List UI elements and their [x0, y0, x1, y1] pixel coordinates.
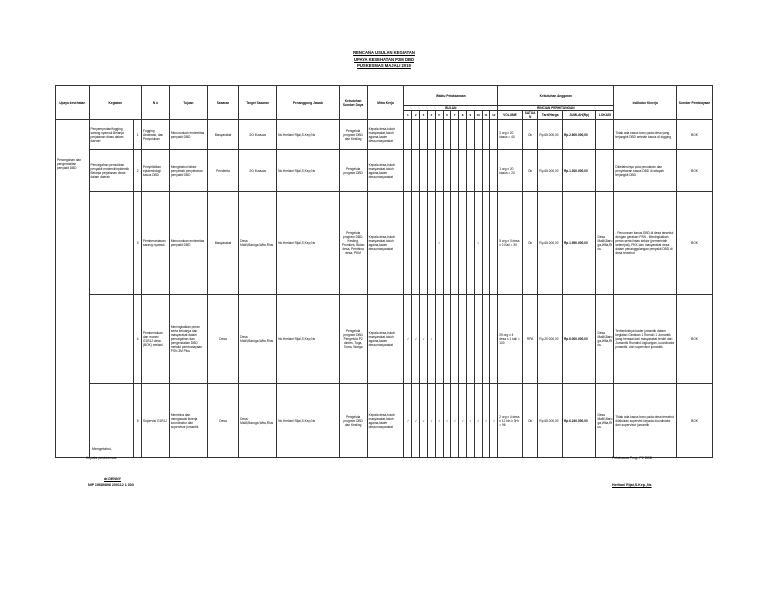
sub-kegiatan-cell: Supervisi G1R1J — [141, 384, 169, 458]
header-volume: VOLUME — [498, 111, 523, 120]
month-check: √ — [482, 384, 490, 458]
kegiatan-cell — [89, 192, 134, 295]
kegiatan-cell — [89, 295, 134, 384]
pj-cell: Ns.Herliani Rijal,S.Kep,Ns — [277, 120, 340, 150]
month-check — [459, 120, 467, 150]
month-check — [412, 150, 420, 192]
sumber-cell: BOK — [676, 192, 712, 295]
footer-right-label: Pelaksana Prog. P2 DBD — [612, 456, 653, 460]
month-check — [482, 150, 490, 192]
indikator-cell: Terbentuknya kader jumantik dalam kegiatan Gerakan 1 Rumah 1 Jumantik yang berasal dari masyarakat terdiri dari Jumantik Rumah/Lingkungan, koordinator jumantik, dan supervisor jumantik — [614, 295, 677, 384]
month-7: 7 — [451, 111, 459, 120]
header-lokasi: LOKASI — [596, 111, 614, 120]
month-8: 8 — [459, 111, 467, 120]
month-check — [404, 150, 412, 192]
month-check — [443, 150, 451, 192]
month-9: 9 — [466, 111, 474, 120]
month-check: √ — [435, 192, 443, 295]
header-kebutuhan-sd: Kebutuhan Sumber Daya — [339, 86, 367, 120]
mitra-cell: Kepala desa,tokoh masyarakat,tokoh agama,kader desa,masyarakat — [367, 384, 404, 458]
mitra-cell: Kepala desa,tokoh masyarakat,tokoh agama,kader desa,masyarakat — [367, 120, 404, 150]
jumlah-cell: Rp.1.950.000,00 — [562, 192, 596, 295]
month-check — [443, 192, 451, 295]
lokasi-cell: Desa Malili,Baruga,Wita,Rius — [596, 295, 614, 384]
month-10: 10 — [474, 111, 482, 120]
jumlah-cell: Rp.6.000.000,00 — [562, 295, 596, 384]
lokasi-cell: Desa Malili,Baruga,Wita,Rius — [596, 192, 614, 295]
jumlah-cell: Rp.1.300.000,00 — [562, 150, 596, 192]
target-cell: Desa Malili,Baruga,Wita,Rius — [239, 384, 277, 458]
month-check — [420, 120, 428, 150]
header-sumber: Sumber Pembiayaan — [676, 86, 712, 120]
month-check — [459, 192, 467, 295]
sumber-cell: BOK — [676, 384, 712, 458]
header-kegiatan: Kegiatan — [89, 86, 141, 120]
mitra-cell: Kepala desa,tokoh masyarakat,tokoh agama,kader desa,masyarakat — [367, 150, 404, 192]
pj-cell: Ns.Herliani Rijal,S.Kep,Ns — [277, 295, 340, 384]
table-row — [56, 120, 713, 150]
month-check — [451, 120, 459, 150]
header-tujuan: Tujuan — [169, 86, 207, 120]
month-check: √ — [427, 295, 435, 384]
lokasi-cell: Desa Malili,Baruga,Wita,Rius — [596, 384, 614, 458]
footer-left-label-1: Mengetahui, — [92, 447, 112, 451]
header-pj: Penanggung Jawab — [277, 86, 340, 120]
month-check — [459, 150, 467, 192]
volume-cell: 5 org x 3 desa x 2 Kali = 30 — [498, 192, 523, 295]
month-check — [451, 192, 459, 295]
satuan-cell: Ok — [522, 120, 538, 150]
month-check — [466, 192, 474, 295]
header-upaya: Upaya kesehatan — [56, 86, 90, 120]
header-target: Target Sasaran — [239, 86, 277, 120]
footer-left-name: dr.DENNY — [104, 477, 121, 481]
tujuan-cell: Menurunkan endemitas penyakit DBD — [169, 192, 207, 295]
sd-cell: Pengelola program DBD — [339, 150, 367, 192]
month-check: √ — [451, 384, 459, 458]
indikator-cell: Diketahuinya pola penularan dan penyebaran kasus DBD di wilayah terjangkit DBD — [614, 150, 677, 192]
month-check — [466, 150, 474, 192]
no-cell: 4 — [134, 295, 142, 384]
tarif-cell: Rp.65.000,00 — [538, 384, 563, 458]
header-no: N o — [141, 86, 169, 120]
tarif-cell: Rp.65.000,00 — [538, 120, 563, 150]
month-check — [482, 120, 490, 150]
month-4: 4 — [427, 111, 435, 120]
month-11: 11 — [482, 111, 490, 120]
month-check — [474, 120, 482, 150]
month-check: √ — [490, 384, 498, 458]
pj-cell: Ns.Herliani Rijal,S.Kep,Ns — [277, 192, 340, 295]
no-cell: 3 — [134, 192, 142, 295]
jumlah-cell: Rp.2.600.000,00 — [562, 120, 596, 150]
month-check: √ — [435, 384, 443, 458]
sd-cell: Pengelola program DBD Pengelola P2 dirdes, Toga, Toma, Warga — [339, 295, 367, 384]
month-check — [466, 120, 474, 150]
table-row — [56, 384, 713, 458]
month-check — [490, 192, 498, 295]
sasaran-cell: Desa — [207, 295, 238, 384]
month-check — [474, 295, 482, 384]
month-check — [412, 192, 420, 295]
no-cell: 1 — [134, 120, 142, 150]
month-check: √ — [412, 295, 420, 384]
title-line-1: RENCANA USULAN KEGIATAN — [353, 50, 415, 55]
month-check — [466, 295, 474, 384]
month-check — [435, 295, 443, 384]
footer-right-name: Herliani Rijal,S.Kep.,Ns — [612, 483, 652, 487]
month-check: √ — [404, 384, 412, 458]
target-cell: 20 Kasus — [239, 120, 277, 150]
month-check — [451, 295, 459, 384]
month-check — [474, 150, 482, 192]
month-2: 2 — [412, 111, 420, 120]
month-check — [420, 150, 428, 192]
month-check: √ — [404, 295, 412, 384]
volume-cell: 2 org x 20 kasus = 40 — [498, 120, 523, 150]
mitra-cell: Kepala desa,tokoh masyarakat,tokoh agama,kader desa,masyarakat — [367, 192, 404, 295]
sasaran-cell: Penderita — [207, 150, 238, 192]
tarif-cell: Rp.65.000,00 — [538, 192, 563, 295]
header-jumlah: JUMLAH(Rp) — [562, 111, 596, 120]
kegiatan-cell: Penyemprotan/fogging sarang nyamuk Belanja perjalanan dinas dalam daerah — [89, 120, 134, 150]
header-rincian: RINCIAN PERHITUNGAN — [498, 106, 614, 111]
sd-cell: Pengelola program DBD, Kesling, Promkes, Bidan desa, Pembina desa, PKM — [339, 192, 367, 295]
tarif-cell: Rp.20.000,00 — [538, 295, 563, 384]
pj-cell: Ns.Herliani Rijal,S.Kep,Ns — [277, 150, 340, 192]
month-check — [420, 192, 428, 295]
jumlah-cell: Rp.6.240.000,00 — [562, 384, 596, 458]
sasaran-cell: Masyarakat — [207, 120, 238, 150]
month-check: √ — [459, 384, 467, 458]
month-check: √ — [474, 192, 482, 295]
header-waktu: Waktu Pelaksanaan — [404, 86, 498, 106]
tujuan-cell: Menurunkan endemitas penyakit DBD — [169, 120, 207, 150]
lokasi-cell — [596, 120, 614, 150]
indikator-cell: Tidak ada kasus baru pada desa tersebut dilakukan supervisi kepada koordinator dan supervisor jumantik — [614, 384, 677, 458]
month-check — [427, 192, 435, 295]
target-cell: 20 Kasus — [239, 150, 277, 192]
month-check — [427, 150, 435, 192]
month-check: √ — [443, 384, 451, 458]
volume-cell: 25 org x 4 desa x 1 kali = 100 — [498, 295, 523, 384]
title-line-2: UPAYA KESEHATAN P2M DBD — [353, 56, 415, 62]
satuan-cell: Ok — [522, 150, 538, 192]
table-row — [56, 150, 713, 192]
upaya-cell: Pencegahan dan pengendalian penyakit DBD — [56, 120, 90, 458]
month-1: 1 — [404, 111, 412, 120]
volume-cell: 2 org x 4 desa x 12 bln x 3Hr = 96 — [498, 384, 523, 458]
indikator-cell: Tidak ada kasus baru pada desa yang terjangkit DBD setelah kasus di fogging — [614, 120, 677, 150]
sd-cell: Pengelola program DBD dan Kesling — [339, 384, 367, 458]
month-check: √ — [420, 384, 428, 458]
satuan-cell: Ok — [522, 192, 538, 295]
sumber-cell: BOK — [676, 295, 712, 384]
month-check — [490, 295, 498, 384]
month-check: √ — [412, 384, 420, 458]
indikator-cell: - Penurunan kasus DBD di desa tersebut dengan gerakan PSN - Meningkatkan peran serta lintas sektor (pemerintah setempat), PKK dan masyarakat desa dalam penanggulangan penyakit DBD di desa tersebut — [614, 192, 677, 295]
month-check — [443, 295, 451, 384]
header-satuan: SATUAN — [522, 111, 538, 120]
no-cell: 5 — [134, 384, 142, 458]
volume-cell: 1 org x 20 kasus = 20 — [498, 150, 523, 192]
header-sasaran: Sasaran — [207, 86, 238, 120]
sub-kegiatan-cell: Pembentukan dan monev G1R1J desa (BOK) melalui — [141, 295, 169, 384]
tujuan-cell: Meningkatkan peran serta keluarga dan masyarakat dalam pencegahan dan pengendalian DBD melalui pembudayaan PSN 3M Plus — [169, 295, 207, 384]
month-check — [451, 150, 459, 192]
month-check: √ — [466, 384, 474, 458]
month-check — [404, 192, 412, 295]
footer-left-label-2: Kepala puskesmas — [86, 456, 117, 460]
sumber-cell: BOK — [676, 120, 712, 150]
sasaran-cell: Desa — [207, 384, 238, 458]
sub-kegiatan-cell: Fogging Abdesasi, dan Penyuluhan — [141, 120, 169, 150]
sd-cell: Pengelola program DBD dan Kesling — [339, 120, 367, 150]
month-check: √ — [427, 384, 435, 458]
month-check: √ — [474, 384, 482, 458]
month-6: 6 — [443, 111, 451, 120]
header-mitra: Mitra Kerja — [367, 86, 404, 120]
mitra-cell: Kepala desa,tokoh masyarakat,tokoh agama,kader desa,masyarakat — [367, 295, 404, 384]
month-check — [490, 150, 498, 192]
month-check — [404, 120, 412, 150]
target-cell: Desa Malili,Baruga,Wita,Rius — [239, 295, 277, 384]
header-bulan: BULAN — [404, 106, 498, 111]
footer-left-nip: NIP 19680808 200112 1 003 — [88, 483, 134, 487]
month-check — [412, 120, 420, 150]
sub-kegiatan-cell: Penyelidikan epidemiologi kasus DBD — [141, 150, 169, 192]
month-check — [443, 120, 451, 150]
tujuan-cell: Membina dan mengawasi kinerja koordinator dan supervisor jumantik — [169, 384, 207, 458]
sumber-cell: BOK — [676, 150, 712, 192]
month-check — [427, 120, 435, 150]
table-row — [56, 295, 713, 384]
no-cell: 2 — [134, 150, 142, 192]
target-cell: Desa Malili,Baruga,Wita,Rius — [239, 192, 277, 295]
satuan-cell: RPA — [522, 295, 538, 384]
header-tarif: Tarif/Harga — [538, 111, 563, 120]
month-check: √ — [420, 295, 428, 384]
month-check — [435, 150, 443, 192]
tarif-cell: Rp.65.000,00 — [538, 150, 563, 192]
lokasi-cell — [596, 150, 614, 192]
month-12: 12 — [490, 111, 498, 120]
tujuan-cell: Mengetahui faktor penyebab penyebaran penyakit DBD — [169, 150, 207, 192]
table-row — [56, 192, 713, 295]
sasaran-cell: Masyarakat — [207, 192, 238, 295]
month-check — [435, 120, 443, 150]
month-check — [459, 295, 467, 384]
month-5: 5 — [435, 111, 443, 120]
activity-plan-table — [55, 85, 713, 458]
document-titles — [0, 50, 768, 70]
pj-cell: Ns.Herliani Rijal,S.Kep,Ns — [277, 384, 340, 458]
month-check — [482, 295, 490, 384]
kegiatan-cell: Pencegahan pemukiran penyakit endemik/epidemik Belanja perjalanan dinas dalam daerah — [89, 150, 134, 192]
sub-kegiatan-cell: Pemberantasan sarang nyamuk — [141, 192, 169, 295]
header-anggaran: Kebutuhan Anggaran — [498, 86, 614, 106]
month-3: 3 — [420, 111, 428, 120]
month-check — [490, 120, 498, 150]
month-check — [482, 192, 490, 295]
header-indikator: Indikator Kinerja — [614, 86, 677, 120]
title-line-3: PUSKESMAS MAJALI 2019 — [357, 63, 411, 68]
satuan-cell: Ok — [522, 384, 538, 458]
